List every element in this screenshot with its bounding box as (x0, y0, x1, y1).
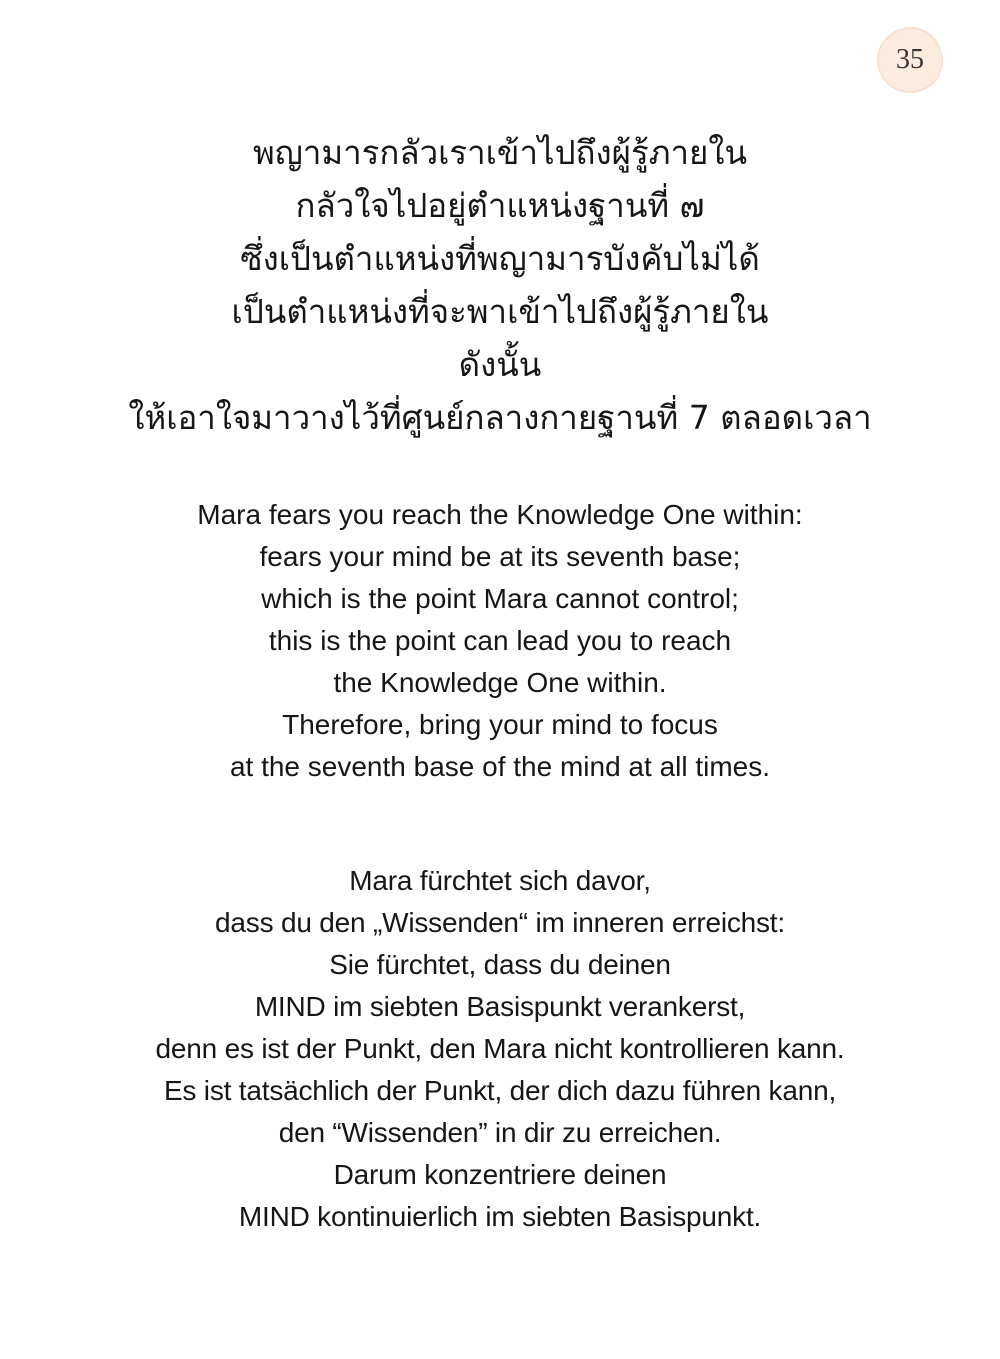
german-line: Es ist tatsächlich der Punkt, der dich dazu führen kann, (163, 1075, 837, 1106)
english-line: this is the point can lead you to reach (268, 625, 732, 656)
thai-line: กลัวใจไปอยู่ตำแหน่งฐานที่ ๗ (295, 186, 705, 225)
german-line: MIND im siebten Basispunkt verankerst, (254, 991, 746, 1022)
english-line: Therefore, bring your mind to focus (282, 709, 718, 740)
english-line: the Knowledge One within. (333, 667, 667, 698)
page-number-badge (877, 27, 943, 93)
german-line: den “Wissenden” in dir zu erreichen. (278, 1117, 722, 1148)
german-verse-block (0, 860, 1000, 1238)
english-line: at the seventh base of the mind at all times. (229, 751, 771, 782)
thai-line: ซึ่งเป็นตำแหน่งที่พญามารบังคับไม่ได้ (240, 239, 760, 278)
german-line: Darum konzentriere deinen (333, 1159, 667, 1190)
german-line: Mara fürchtet sich davor, (349, 865, 651, 896)
thai-verse-block (0, 126, 1000, 444)
english-verse-block (0, 494, 1000, 788)
thai-line: เป็นตำแหน่งที่จะพาเข้าไปถึงผู้รู้ภายใน (231, 292, 769, 331)
german-line: dass du den „Wissenden“ im inneren erreichst: (215, 907, 785, 938)
thai-line: ดังนั้น (458, 345, 542, 384)
english-line: Mara fears you reach the Knowledge One within: (197, 499, 803, 530)
english-line: which is the point Mara cannot control; (261, 583, 739, 614)
thai-line: พญามารกลัวเราเข้าไปถึงผู้รู้ภายใน (252, 133, 748, 172)
german-line: MIND kontinuierlich im siebten Basispunkt. (238, 1201, 762, 1232)
german-line: Sie fürchtet, dass du deinen (329, 949, 671, 980)
thai-line: ให้เอาใจมาวางไว้ที่ศูนย์กลางกายฐานที่ 7 ตลอดเวลา (128, 398, 872, 437)
english-line: fears your mind be at its seventh base; (259, 541, 741, 572)
german-line: denn es ist der Punkt, den Mara nicht kontrollieren kann. (155, 1033, 845, 1064)
page-number: 35 (896, 44, 924, 75)
